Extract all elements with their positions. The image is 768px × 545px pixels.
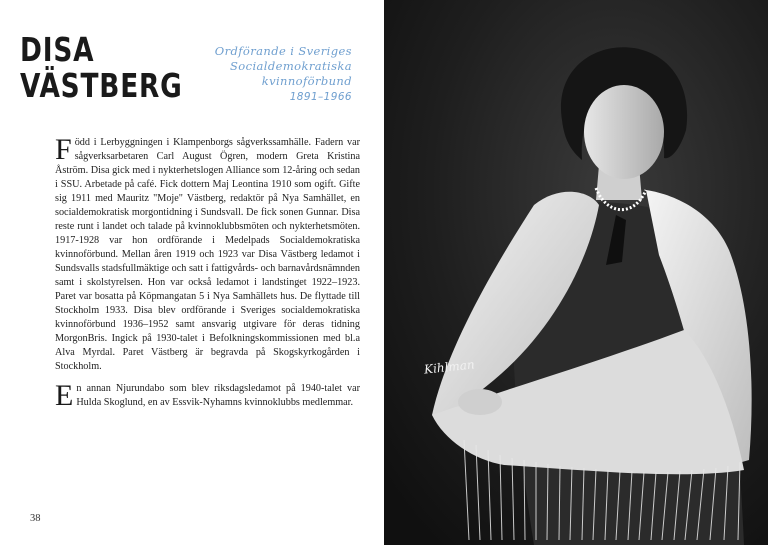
page-number: 38 bbox=[30, 513, 41, 524]
photographer-signature: Kihlman bbox=[423, 357, 476, 377]
paragraph-2-text: n annan Njurundabo som blev riksdagsledamot på 1940-talet var Hulda Skoglund, en av Essvik-Nyhamns kvinnoklubbs medlemmar. bbox=[76, 383, 360, 408]
face bbox=[584, 85, 664, 179]
paragraph-2 bbox=[55, 379, 360, 412]
page-title bbox=[20, 32, 183, 104]
portrait-photo bbox=[384, 0, 768, 545]
hand bbox=[458, 389, 502, 415]
subtitle bbox=[215, 44, 352, 105]
subtitle-years: 1891–1966 bbox=[289, 91, 352, 103]
dropcap-f: F bbox=[55, 133, 72, 166]
title-last-name: VÄSTBERG bbox=[20, 66, 183, 105]
subtitle-line-1: Ordförande i Sveriges bbox=[214, 44, 352, 58]
right-page bbox=[384, 0, 768, 545]
subtitle-line-2: Socialdemokratiska bbox=[230, 59, 352, 73]
biography-text bbox=[55, 133, 360, 418]
title-first-name: DISA bbox=[20, 30, 95, 69]
dropcap-e: E bbox=[55, 379, 74, 412]
paragraph-1 bbox=[55, 133, 360, 374]
subtitle-line-3: kvinnoförbund bbox=[261, 74, 352, 88]
paragraph-1-text: ödd i Lerbyggningen i Klampenborgs sågverkssamhälle. Fadern var sågverksarbetaren Carl August Ögren, modern Greta Kristina Åström. Disa gick med i nykterhetslogen Alliance som 12-åring och sedan i SSU. Arbetade på café. Fick dottern Maj Leontina 1910 som ogift. Gifte sig 1911 med Mauritz "Moje" Västberg, redaktör på Nya Samhället, en socialdemokratisk morgontidning i Sundsvall. De fick sonen Gunnar. Disa reste runt i landet och talade på kvinnoklubbsmöten och nykterhetsmöten. 1917-1928 var hon ordförande i Medelpads Socialdemokratiska kvinnoförbund. Mellan åren 1919 och 1923 var Disa Västberg ledamot i Sundsvalls stadsfullmäktige och satt i fattigvårds- och barnavårdsnämnden samt i skolstyrelsen. Hon var också ledamot i landstinget 1922–1923. Paret var bosatta på Köpmangatan 5 i Nya Samhällets hus. De flyttade till Stockholm 1933. Disa blev ordförande i Sveriges socialdemokratiska kvinnoförbund 1936–1952 samt ansvarig utgivare för deras tidning MorgonBris. Ingick på 1930-talet i Befolkningskommissionen med bl.a Alva Myrdal. Paret Västberg är begravda på Skogskyrkogården i Stockholm. bbox=[55, 137, 360, 372]
